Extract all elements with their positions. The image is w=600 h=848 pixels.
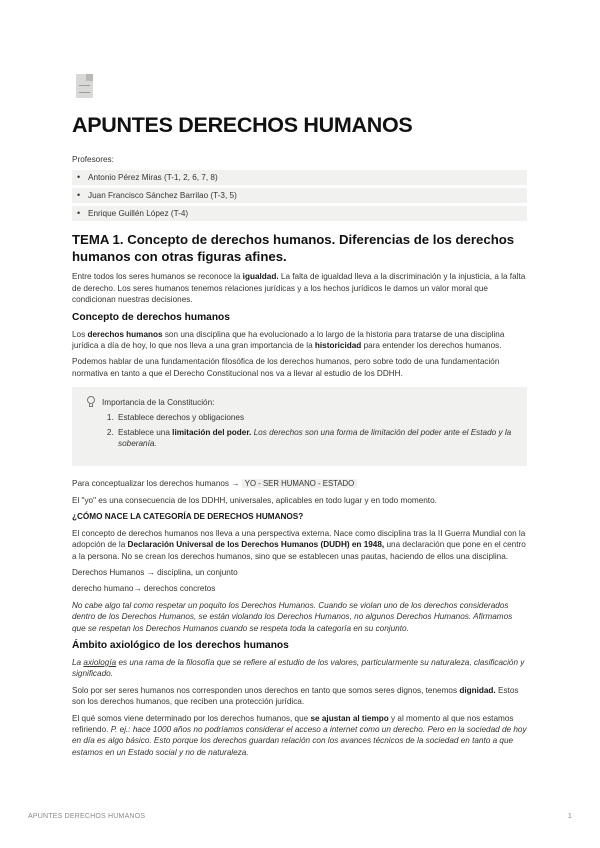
profesores-label: Profesores: — [72, 155, 114, 164]
tema-heading: TEMA 1. Concepto de derechos humanos. Diferencias de los derechos humanos con otras figuras afines. — [72, 232, 515, 264]
callout-list — [116, 412, 513, 449]
page-footer — [28, 813, 572, 820]
list-item: • Juan Francisco Sánchez Barrilao (T-3, 5) — [72, 188, 527, 203]
list-item: 1. Establece derechos y obligaciones — [116, 412, 513, 423]
pregunta-heading: ¿CÓMO NACE LA CATEGORÍA DE DERECHOS HUMANOS? — [72, 512, 304, 522]
concepto-paragraph-1: Los derechos humanos son una disciplina que ha evolucionado a lo largo de la historia para tratarse de una disciplina jurídica a día de hoy, lo que nos lleva a una gran importancia de la historicidad para entender los derechos humanos. — [72, 329, 505, 351]
ambito-paragraph-1: Solo por ser seres humanos nos corresponden unos derechos en tanto que somos seres dignos, tenemos dignidad. Estos son los derechos humanos, que reciben una protección jurídica. — [72, 685, 519, 707]
list-item: 2. Establece una limitación del poder. Los derechos son una forma de limitación del poder ante el Estado y la soberanía. — [116, 427, 513, 450]
profesores-list — [72, 170, 527, 221]
yo-line: El "yo" es una consecuencia de los DDHH, universales, aplicables en todo lugar y en todo momento. — [72, 495, 437, 505]
lightbulb-icon — [86, 396, 96, 409]
flow-line-1: Derechos Humanos → disciplina, un conjunto — [72, 567, 238, 577]
list-item: • Antonio Pérez Miras (T-1, 2, 6, 7, 8) — [72, 170, 527, 185]
conceptualizar-line: Para conceptualizar los derechos humanos → YO - SER HUMANO - ESTADO — [72, 478, 527, 489]
concepto-paragraph-3: El concepto de derechos humanos nos lleva a una perspectiva externa. Nace como disciplina tras la II Guerra Mundial con la adopción de la Declaración Universal de los Derechos Humanos (DUDH) en 1948, una declaración que pone en el centro a la persona. No se crean los derechos humanos, sino que se establecen unas pautas, haciendo de ellos una disciplina. — [72, 528, 526, 561]
ambito-paragraph-2: El qué somos viene determinado por los derechos humanos, que se ajustan al tiempo y al momento al que nos estamos refiriendo. P. ej.: hace 1000 años no podríamos considerar el acceso a internet como un derecho. Pero en la sociedad de hoy en día es algo básico. Esto porque los derechos guardan relación con los avances técnicos de la sociedad en tanto a que estamos en un Estado social y no de naturaleza. — [72, 713, 527, 757]
concepto-heading: Concepto de derechos humanos — [72, 311, 230, 323]
axiologia-link[interactable]: axiología — [83, 657, 117, 667]
page-number: 1 — [567, 813, 572, 820]
concepto-paragraph-2: Podemos hablar de una fundamentación filosófica de los derechos humanos, pero sobre todo de una fundamentación normativa en tanto a que el Derecho Constitucional nos va a llevar al estudio de los DDHH. — [72, 357, 500, 378]
italic-paragraph: No cabe algo tal como respetar un poquito los Derechos Humanos. Cuando se violan uno de los derechos considerados dentro de los Derechos Humanos, se están violando los Derechos Humanos, no algunos Derechos Humanos. Afirmamos que se respetan los Derechos Humanos cuando se respeta toda la categoría en su conjunto. — [72, 600, 513, 633]
constitucion-callout — [72, 387, 527, 466]
page-title: APUNTES DERECHOS HUMANOS — [72, 113, 413, 137]
callout-title: Importancia de la Constitución: — [102, 398, 215, 408]
flow-line-2: derecho humano→ derechos concretos — [72, 584, 216, 594]
axiologia-definition: La axiología es una rama de la filosofía que se refiere al estudio de los valores, particularmente su naturaleza, clasificación y significado. — [72, 657, 525, 679]
formula-code: YO - SER HUMANO - ESTADO — [242, 479, 357, 488]
page-icon — [74, 74, 96, 102]
tema-intro: Entre todos los seres humanos se reconoce la igualdad. La falta de igualdad lleva a la discriminación y la injusticia, a la falta de derecho. Los seres humanos tenemos relaciones jurídicas y a los hechos jurídicos le damos un valor moral que condicionan nuestras decisiones. — [72, 272, 526, 305]
footer-title: APUNTES DERECHOS HUMANOS — [28, 813, 146, 820]
list-item: • Enrique Guillén López (T-4) — [72, 206, 527, 221]
ambito-heading: Ámbito axiológico de los derechos humanos — [72, 639, 289, 651]
document-body — [72, 112, 527, 763]
